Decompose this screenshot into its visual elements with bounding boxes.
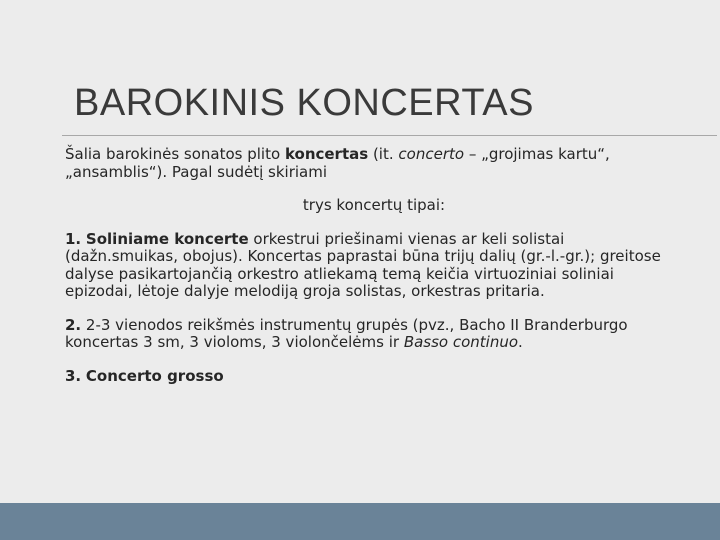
item-1-bold-term: Soliniame koncerte [85, 229, 249, 248]
item-2-italic-term: Basso continuo [403, 333, 519, 351]
item-3-bold-term: Concerto grosso [85, 366, 224, 385]
item-2-number: 2. [65, 315, 82, 334]
item-2-text: 2-3 vienodos reikšmės instrumentų grupės (pvz., Bacho II Branderburgo koncertas 3 sm, 3 violoms, 3 violončelėms ir [65, 315, 628, 351]
list-item-2 [65, 317, 665, 352]
slide-body [65, 146, 665, 401]
item-3-number: 3. [65, 366, 82, 385]
intro-text-pre: Šalia barokinės sonatos plito [65, 145, 285, 163]
intro-text-post: – „grojimas kartu“, „ansamblis“). Pagal sudėtį skiriami [65, 145, 610, 181]
list-item-1 [65, 231, 665, 301]
slide-title: BAROKINIS KONCERTAS [74, 82, 534, 124]
item-1-number: 1. [65, 229, 82, 248]
intro-text-mid: (it. [368, 145, 399, 163]
item-2-end: . [518, 333, 523, 351]
intro-italic-term: concerto [398, 145, 465, 163]
footer-bar [0, 503, 720, 540]
list-item-3 [65, 368, 665, 386]
subheading: trys koncertų tipai: [302, 196, 446, 214]
intro-bold-term: koncertas [284, 145, 369, 163]
item-1-text: orkestrui priešinami vienas ar keli solistai (dažn.smuikas, obojus). Koncertas paprastai būna trijų dalių (gr.-l.-gr.); greitose dalyse pasikartojančią orkestro atliekamą temą keičia virtuoziniai soliniai epizodai, lėtoje dalyje melodiją groja solistas, orkestras pritaria. [65, 229, 661, 300]
title-divider [62, 135, 717, 136]
intro-paragraph [65, 146, 665, 181]
